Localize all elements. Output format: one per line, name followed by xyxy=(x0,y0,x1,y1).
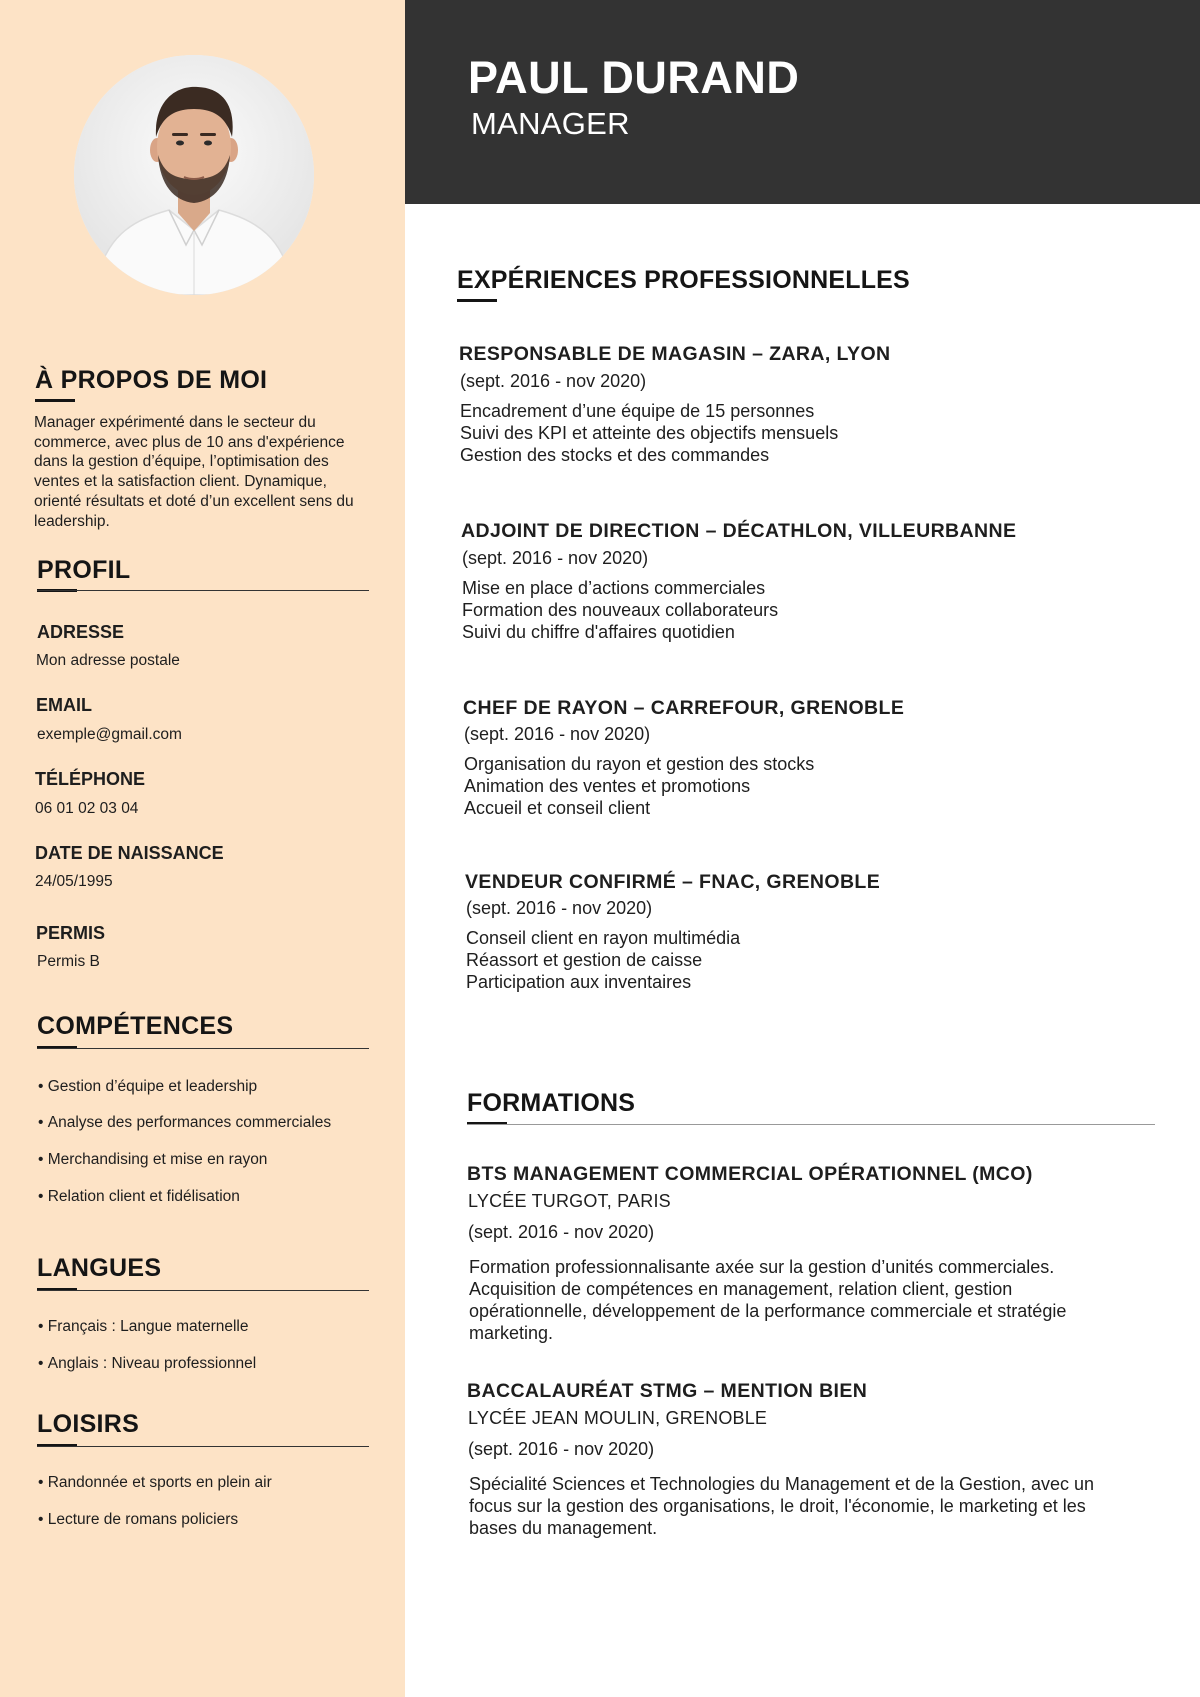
job-task: Gestion des stocks et des commandes xyxy=(460,445,770,465)
job-date: (sept. 2016 - nov 2020) xyxy=(466,898,653,918)
license-value: Permis B xyxy=(37,953,100,970)
address-label: ADRESSE xyxy=(37,622,125,642)
job-task: Suivi des KPI et atteinte des objectifs mensuels xyxy=(460,423,839,443)
experience-heading: EXPÉRIENCES PROFESSIONNELLES xyxy=(457,266,910,294)
hobbies-divider xyxy=(37,1446,369,1447)
job-date: (sept. 2016 - nov 2020) xyxy=(462,548,649,568)
skill-item: • Relation client et fidélisation xyxy=(38,1188,240,1206)
phone-value: 06 01 02 03 04 xyxy=(35,800,139,817)
profile-divider xyxy=(37,590,369,591)
skills-heading: COMPÉTENCES xyxy=(37,1012,234,1040)
birthdate-value: 24/05/1995 xyxy=(35,873,113,890)
email-value: exemple@gmail.com xyxy=(37,726,182,743)
birthdate-label: DATE DE NAISSANCE xyxy=(35,843,224,863)
education-description: Formation professionnalisante axée sur la gestion d’unités commerciales. Acquisition de compétences en management, relation client, gestion opérationnelle, développement de la performance commerciale et stratégie marketing. xyxy=(469,1257,1067,1343)
email-label: EMAIL xyxy=(36,695,92,715)
languages-heading: LANGUES xyxy=(37,1254,162,1282)
job-title-heading: RESPONSABLE DE MAGASIN – ZARA, LYON xyxy=(459,343,891,365)
job-date: (sept. 2016 - nov 2020) xyxy=(464,724,651,744)
experience-heading-underline xyxy=(457,299,497,302)
license-label: PERMIS xyxy=(36,923,106,943)
about-heading: À PROPOS DE MOI xyxy=(35,366,268,394)
profile-photo xyxy=(74,55,314,295)
job-title-heading: ADJOINT DE DIRECTION – DÉCATHLON, VILLEURBANNE xyxy=(461,520,1017,542)
job-task: Accueil et conseil client xyxy=(464,798,651,818)
education-date: (sept. 2016 - nov 2020) xyxy=(468,1439,655,1459)
skill-item: • Gestion d’équipe et leadership xyxy=(38,1078,257,1096)
job-task: Réassort et gestion de caisse xyxy=(466,950,703,970)
phone-label: TÉLÉPHONE xyxy=(35,769,146,789)
education-date: (sept. 2016 - nov 2020) xyxy=(468,1222,655,1242)
education-school: LYCÉE JEAN MOULIN, GRENOBLE xyxy=(468,1408,768,1428)
job-task: Organisation du rayon et gestion des stocks xyxy=(464,754,815,774)
about-heading-underline xyxy=(35,399,75,402)
job-task: Conseil client en rayon multimédia xyxy=(466,928,741,948)
job-title-heading: VENDEUR CONFIRMÉ – FNAC, GRENOBLE xyxy=(465,871,881,893)
job-date: (sept. 2016 - nov 2020) xyxy=(460,371,647,391)
hobbies-heading: LOISIRS xyxy=(37,1410,140,1438)
job-task: Suivi du chiffre d'affaires quotidien xyxy=(462,622,735,642)
about-text: Manager expérimenté dans le secteur du commerce, avec plus de 10 ans d'expérience dans la gestion d’équipe, l’optimisation des ventes et la satisfaction client. Dynamique, orienté résultats et doté d’un excellent sens du leadership. xyxy=(34,414,354,530)
full-name: PAUL DURAND xyxy=(468,52,800,103)
language-item: • Français : Langue maternelle xyxy=(38,1318,249,1336)
education-divider xyxy=(467,1124,1155,1125)
address-value: Mon adresse postale xyxy=(36,652,180,669)
job-title-heading: CHEF DE RAYON – CARREFOUR, GRENOBLE xyxy=(463,697,905,719)
job-title: MANAGER xyxy=(471,106,630,141)
education-description: Spécialité Sciences et Technologies du Management et de la Gestion, avec un focus sur la gestion des organisations, le droit, l'économie, le marketing et les bases du management. xyxy=(469,1474,1095,1538)
education-title: BTS MANAGEMENT COMMERCIAL OPÉRATIONNEL (MCO) xyxy=(467,1163,1033,1185)
profile-heading: PROFIL xyxy=(37,556,131,584)
skill-item: • Analyse des performances commerciales xyxy=(38,1114,331,1132)
education-school: LYCÉE TURGOT, PARIS xyxy=(468,1191,671,1211)
languages-divider xyxy=(37,1290,369,1291)
hobby-item: • Lecture de romans policiers xyxy=(38,1511,238,1529)
skill-item: • Merchandising et mise en rayon xyxy=(38,1151,267,1169)
skills-divider xyxy=(37,1048,369,1049)
job-task: Animation des ventes et promotions xyxy=(464,776,751,796)
job-task: Participation aux inventaires xyxy=(466,972,692,992)
education-heading: FORMATIONS xyxy=(467,1089,636,1117)
hobby-item: • Randonnée et sports en plein air xyxy=(38,1474,272,1492)
job-task: Formation des nouveaux collaborateurs xyxy=(462,600,779,620)
education-title: BACCALAURÉAT STMG – MENTION BIEN xyxy=(467,1380,868,1402)
job-task: Mise en place d’actions commerciales xyxy=(462,578,766,598)
job-task: Encadrement d’une équipe de 15 personnes xyxy=(460,401,815,421)
language-item: • Anglais : Niveau professionnel xyxy=(38,1355,256,1373)
